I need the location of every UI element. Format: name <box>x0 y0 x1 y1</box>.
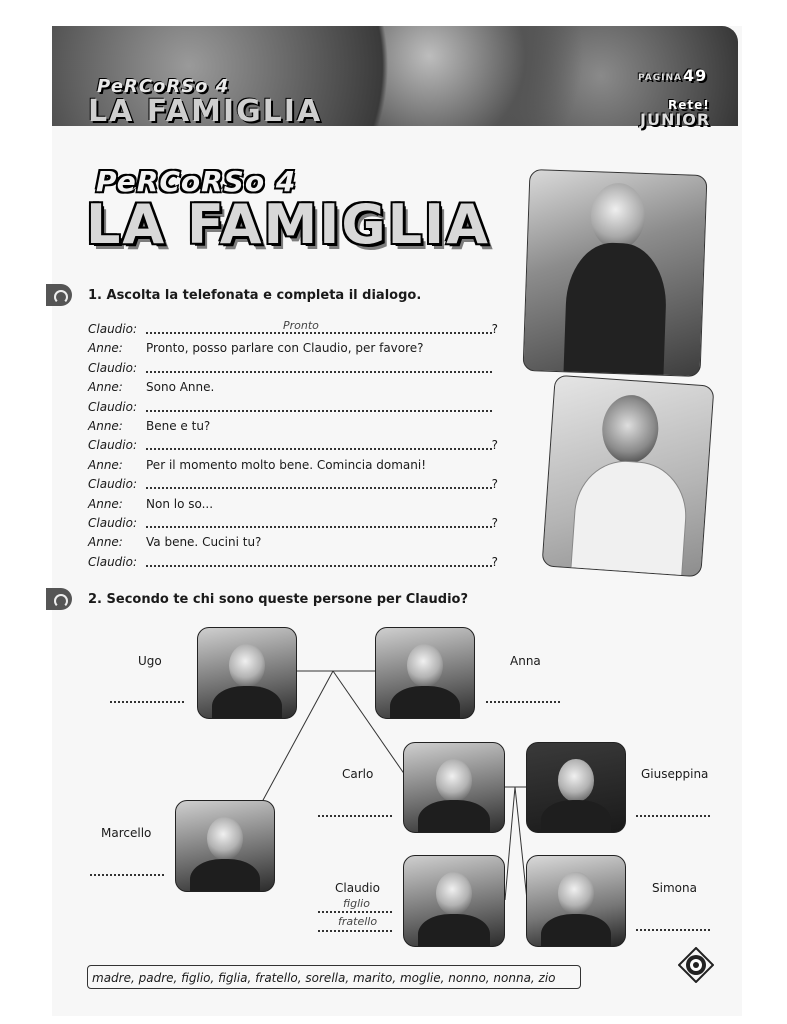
label-claudio: Claudio <box>335 881 380 895</box>
label-carlo: Carlo <box>342 767 374 781</box>
dialogue-text: Pronto, posso parlare con Claudio, per favore? <box>146 341 424 356</box>
label-ugo: Ugo <box>138 654 162 668</box>
blank-carlo[interactable] <box>318 814 392 817</box>
question-mark: ? <box>491 438 498 453</box>
speaker-label: Claudio: <box>88 322 138 336</box>
word-bank: madre, padre, figlio, figlia, fratello, sorella, marito, moglie, nonno, nonna, zio <box>87 965 581 989</box>
speaker-label: Anne: <box>88 380 123 395</box>
photo-giuseppina <box>526 742 626 833</box>
photo-claudio <box>403 855 505 947</box>
rete-logo-icon <box>678 947 714 983</box>
speaker-label: Anne: <box>88 418 123 433</box>
speaker-label: Claudio: <box>88 515 138 530</box>
photo-simona <box>526 855 626 947</box>
claudio-answer-2: fratello <box>338 915 378 928</box>
label-giuseppina: Giuseppina <box>641 767 709 781</box>
speaker-label: Claudio: <box>88 554 138 569</box>
photo-anna <box>375 627 475 719</box>
dialogue-text: Non lo so... <box>146 496 214 511</box>
photo-marcello <box>175 800 275 892</box>
blank-giuseppina[interactable] <box>636 814 710 817</box>
label-marcello: Marcello <box>101 826 152 840</box>
dialogue-text: Per il momento molto bene. Comincia domani! <box>146 457 427 472</box>
question-mark: ? <box>491 322 498 336</box>
question-mark: ? <box>491 515 498 530</box>
handwritten-answer: Pronto <box>283 319 319 332</box>
blank-simona[interactable] <box>636 928 710 931</box>
title-percorso: PeRCoRSo 4 <box>96 165 297 198</box>
speaker-label: Anne: <box>88 535 123 550</box>
claudio-answer-1: figlio <box>343 897 370 910</box>
speaker-label: Claudio: <box>88 399 138 414</box>
exercise1-title: 1. Ascolta la telefonata e completa il dialogo. <box>88 288 422 303</box>
header-brand-junior: JUNIOR <box>640 110 711 129</box>
dialogue-text: Bene e tu? <box>146 418 211 433</box>
speaker-label: Claudio: <box>88 438 138 453</box>
photo-carlo <box>403 742 505 833</box>
label-anna: Anna <box>510 654 541 668</box>
label-simona: Simona <box>652 881 697 895</box>
question-mark: ? <box>491 554 498 569</box>
header-percorso: PeRCoRSo 4 <box>97 76 230 97</box>
dialogue-text: Va bene. Cucini tu? <box>146 535 262 550</box>
blank-ugo[interactable] <box>110 700 184 703</box>
title-famiglia: LA FAMIGLIA <box>86 193 490 256</box>
dialogue-text: Sono Anne. <box>146 380 215 395</box>
header-brand-rete: Rete! <box>668 98 710 112</box>
exercise2-title: 2. Secondo te chi sono queste persone per Claudio? <box>88 592 469 607</box>
speaker-label: Anne: <box>88 457 123 472</box>
speaker-label: Claudio: <box>88 477 138 492</box>
header-famiglia: LA FAMIGLIA <box>88 94 323 129</box>
header-page-number: 49 <box>683 66 708 85</box>
header-pagina-label: PAGINA <box>638 73 682 83</box>
speaker-label: Anne: <box>88 496 123 511</box>
question-mark: ? <box>491 477 498 492</box>
blank-claudio-1[interactable] <box>318 910 392 913</box>
photo-ugo <box>197 627 297 719</box>
speaker-label: Claudio: <box>88 360 138 375</box>
blank-anna[interactable] <box>486 700 560 703</box>
speaker-label: Anne: <box>88 341 123 356</box>
blank-marcello[interactable] <box>90 873 164 876</box>
blank-claudio-2[interactable] <box>318 929 392 932</box>
